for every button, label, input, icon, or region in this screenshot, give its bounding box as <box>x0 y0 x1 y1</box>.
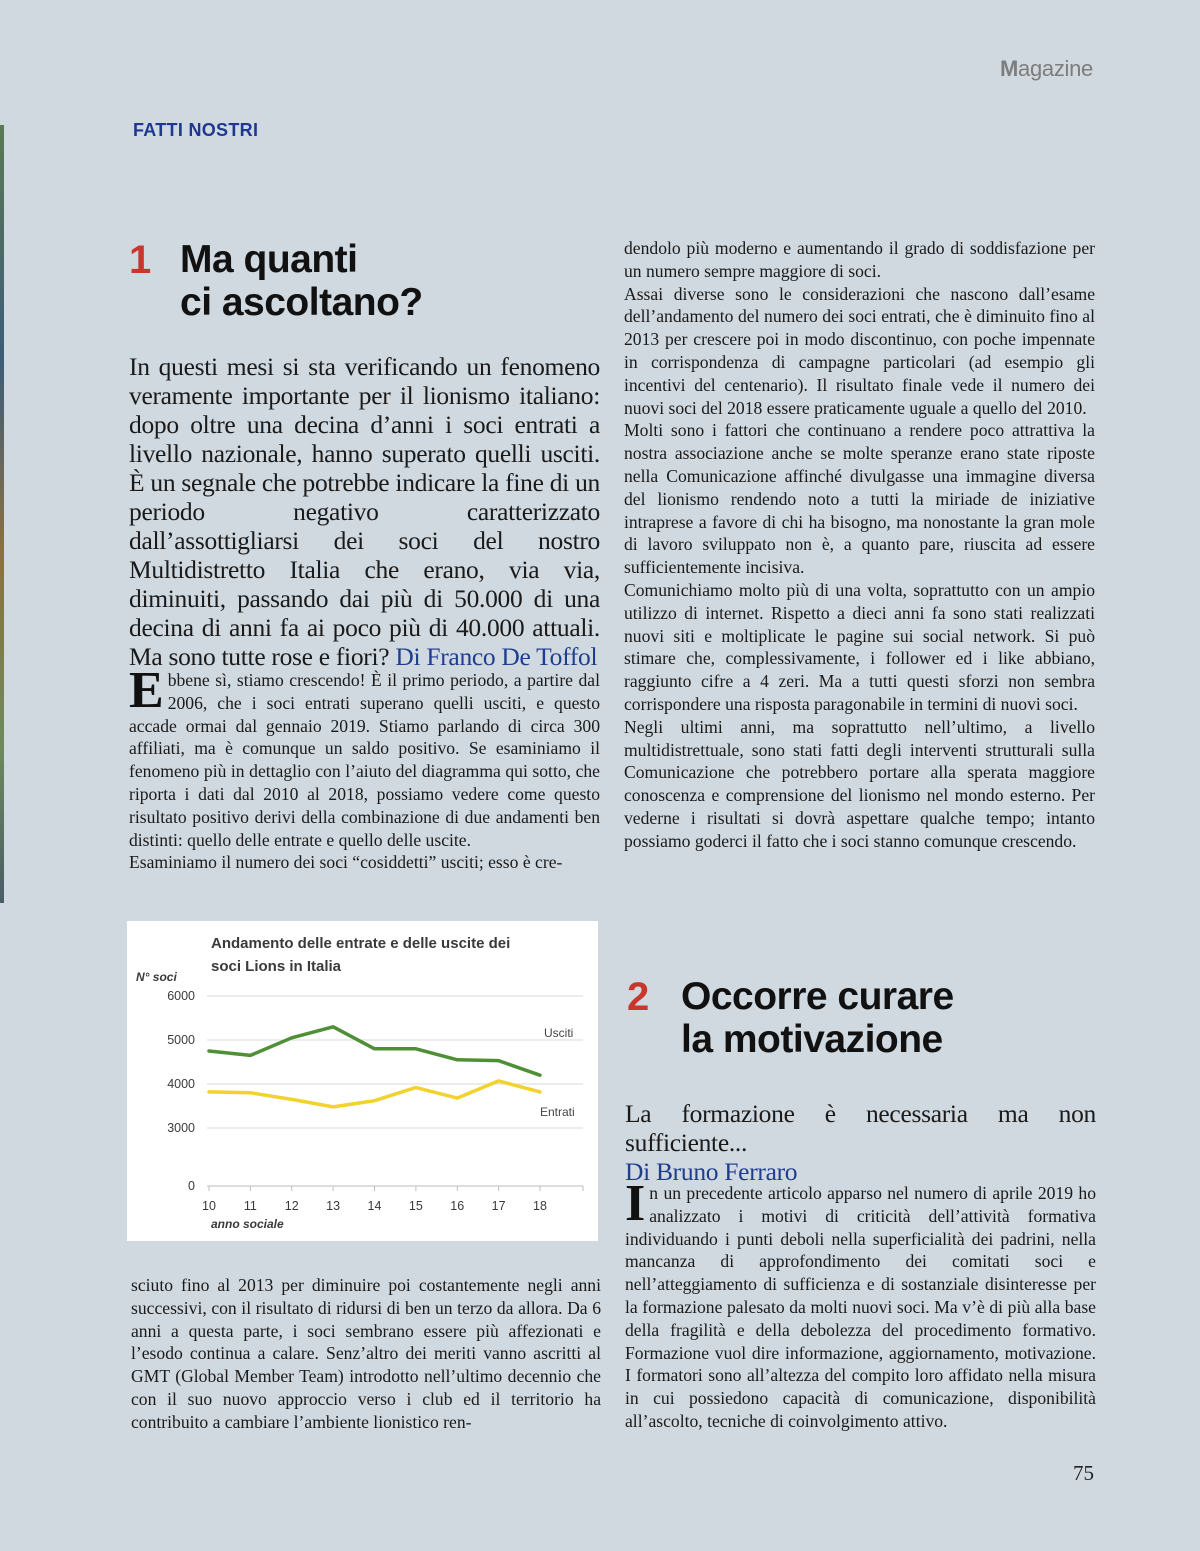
article2-body <box>625 1175 1096 1433</box>
photo-edge-strip <box>0 125 4 903</box>
article2-lead <box>625 1099 1096 1186</box>
article2-byline: Di Bruno Ferraro <box>625 1157 798 1186</box>
article1-right-para4: Comunichiamo molto più di una volta, soprattutto con un ampio utilizzo di internet. Rispetto a dieci anni fa sono stati realizzati nuovi siti e moltiplicate le pagine sui social network. Si può stimare che, complessivamente, i follower ed i like abbiano, raggiunto cifre a 4 zeri. Ma a tutti questi sforzi non sembra corrispondere una risposta paragonabile in termini di nuovi soci. <box>624 579 1095 714</box>
article1-para2: Esaminiamo il numero dei soci “cosiddetti” usciti; esso è cre- <box>129 852 563 873</box>
chart-title-line1: Andamento delle entrate e delle uscite dei <box>211 935 511 952</box>
page-number: 75 <box>1073 1461 1094 1485</box>
article1-right-para2: Assai diverse sono le considerazioni che nascono dall’esame dell’andamento del numero dei soci entrati, che è diminuito fino al 2013 per crescere poi in modo discontinuo, con poche impennate in corrispondenza di campagne particolari (ad esempio gli incentivi del centenario). Il risultato finale vede il numero dei nuovi soci del 2018 essere praticamente uguale a quello del 2010. <box>624 283 1095 418</box>
article2-number: 2 <box>627 975 650 1019</box>
chart-ytick-label: 4000 <box>167 1077 195 1091</box>
article1-lead <box>129 352 600 671</box>
chart-xtick-label: 12 <box>284 1199 299 1213</box>
chart-series-line-entrati <box>209 1081 540 1107</box>
chart-xtick-label: 18 <box>533 1199 547 1213</box>
article2-para1: n un precedente articolo apparso nel numero di aprile 2019 ho analizzato i motivi di criticità dell’attività formativa individuando i punti deboli nella superficialità dei padrini, nella mancanza di approfondimento dei comitati soci e nell’atteggiamento di sufficienza e di sostanziale disinteresse per la formazione palesato da molti nuovi soci. Ma v’è di più alla base della fragilità e della debolezza del procedimento formativo. Formazione vuol dire informazione, aggiornamento, motivazione. I formatori sono all’altezza del compito loro affidato nella misura in cui possiedono capacità di comunicazione, disponibilità all’ascolto, tecniche di coinvolgimento attivo. <box>625 1183 1096 1431</box>
article1-number: 1 <box>129 238 152 282</box>
chart-xlabel: anno sociale <box>211 1217 284 1231</box>
article1-body-right <box>624 237 1095 853</box>
article1-right-para1: dendolo più moderno e aumentando il grado di soddisfazione per un numero sempre maggiore di soci. <box>624 238 1095 281</box>
article1-title: Ma quanti ci ascoltano? <box>180 238 423 324</box>
chart-ytick-label: 0 <box>188 1179 195 1193</box>
article1-para1: bbene sì, stiamo crescendo! È il primo periodo, a partire dal 2006, che i soci entrati superano quelli usciti, e questo accade ormai dal gennaio 2019. Stiamo parlando di circa 300 affiliati, ma è comunque un saldo positivo. Se esaminiamo il fenomeno più in dettaglio con l’aiuto del diagramma qui sotto, che riporta i dati dal 2010 al 2018, possiamo vedere come questo risultato positivo derivi della combinazione di due andamenti ben distinti: quello delle entrate e quello delle uscite. <box>129 670 600 850</box>
article1-body-left-bottom <box>131 1274 601 1434</box>
article1-right-para3: Molti sono i fattori che continuano a rendere poco attrattiva la nostra associazione anche se molte speranze erano state riposte nella Comunicazione affinché divulgasse una immagine diversa del lionismo rendendo noto a tutti la miriade de iniziative intraprese a favore di chi ha bisogno, ma nonostante la gran mole di lavoro sviluppato non è, a quanto pare, riuscita ad essere sufficientemente incisiva. <box>624 420 1095 578</box>
article2-heading <box>627 975 1097 1065</box>
chart-title-line2: soci Lions in Italia <box>211 958 342 975</box>
chart-xtick-label: 17 <box>491 1199 506 1213</box>
article2-title: Occorre curare la motivazione <box>681 975 954 1061</box>
membership-chart <box>127 921 598 1241</box>
chart-xtick-label: 11 <box>243 1199 257 1213</box>
chart-xtick-label: 13 <box>326 1199 341 1213</box>
article1-lead-text: In questi mesi si sta verificando un fenomeno veramente importante per il lionismo italiano: dopo oltre una decina d’anni i soci entrati a livello nazionale, hanno superato quelli usciti. È un segnale che potrebbe indicare la fine di un periodo negativo caratterizzato dall’assottigliarsi dei soci del nostro Multidistretto Italia che erano, via via, diminuiti, passando dai più di 50.000 di una decina di anni fa ai poco più di 40.000 attuali. Ma sono tutte rose e fiori? <box>129 352 600 671</box>
chart-series-label-entrati: Entrati <box>540 1104 575 1119</box>
chart-xtick-label: 14 <box>367 1199 382 1213</box>
article1-body-left-top <box>129 662 600 874</box>
chart-xtick-label: 16 <box>450 1199 465 1213</box>
chart-ytick-label: 5000 <box>167 1033 195 1047</box>
article2-lead-text: La formazione è necessaria ma non sufficiente... <box>625 1099 1096 1157</box>
article1-heading <box>129 238 599 328</box>
chart-xtick-label: 10 <box>202 1199 216 1213</box>
chart-xtick-label: 15 <box>408 1199 423 1213</box>
article1-para3: sciuto fino al 2013 per diminuire poi costantemente negli anni successivi, con il risultato di ridursi di ben un terzo da allora. Da 6 anni a questa parte, i soci sembrano essere più affezionati e l’esodo continua a calare. Senz’altro dei meriti vanno ascritti al GMT (Global Member Team) introdotto nell’ultimo decennio che con il suo nuovo approccio verso i club ed il territorio ha contribuito a cambiare l’ambiente lionistico ren- <box>131 1275 601 1432</box>
chart-svg <box>127 921 598 1241</box>
article1-right-para5: Negli ultimi anni, ma soprattutto nell’ultimo, a livello multidistrettuale, sono stati fatti degli interventi strutturali sulla Comunicazione che potrebbero portare alla sperata maggiore conoscenza e comprensione del lionismo nel mondo esterno. Per vederne i risultati si dovrà aspettare qualche tempo; intanto possiamo goderci il fatto che i soci stanno comunque crescendo. <box>624 716 1095 851</box>
chart-series-label-usciti: Usciti <box>544 1026 574 1041</box>
article1-byline: Di Franco De Toffol <box>395 642 598 671</box>
article1-dropcap: E <box>129 662 164 719</box>
chart-ytick-label: 6000 <box>167 989 195 1003</box>
chart-series-line-usciti <box>209 1027 540 1075</box>
chart-ylabel: N° soci <box>136 970 177 984</box>
magazine-label: Magazine <box>1000 56 1093 81</box>
section-label: FATTI NOSTRI <box>133 120 259 140</box>
article2-dropcap: I <box>625 1175 646 1232</box>
chart-ytick-label: 3000 <box>167 1121 195 1135</box>
